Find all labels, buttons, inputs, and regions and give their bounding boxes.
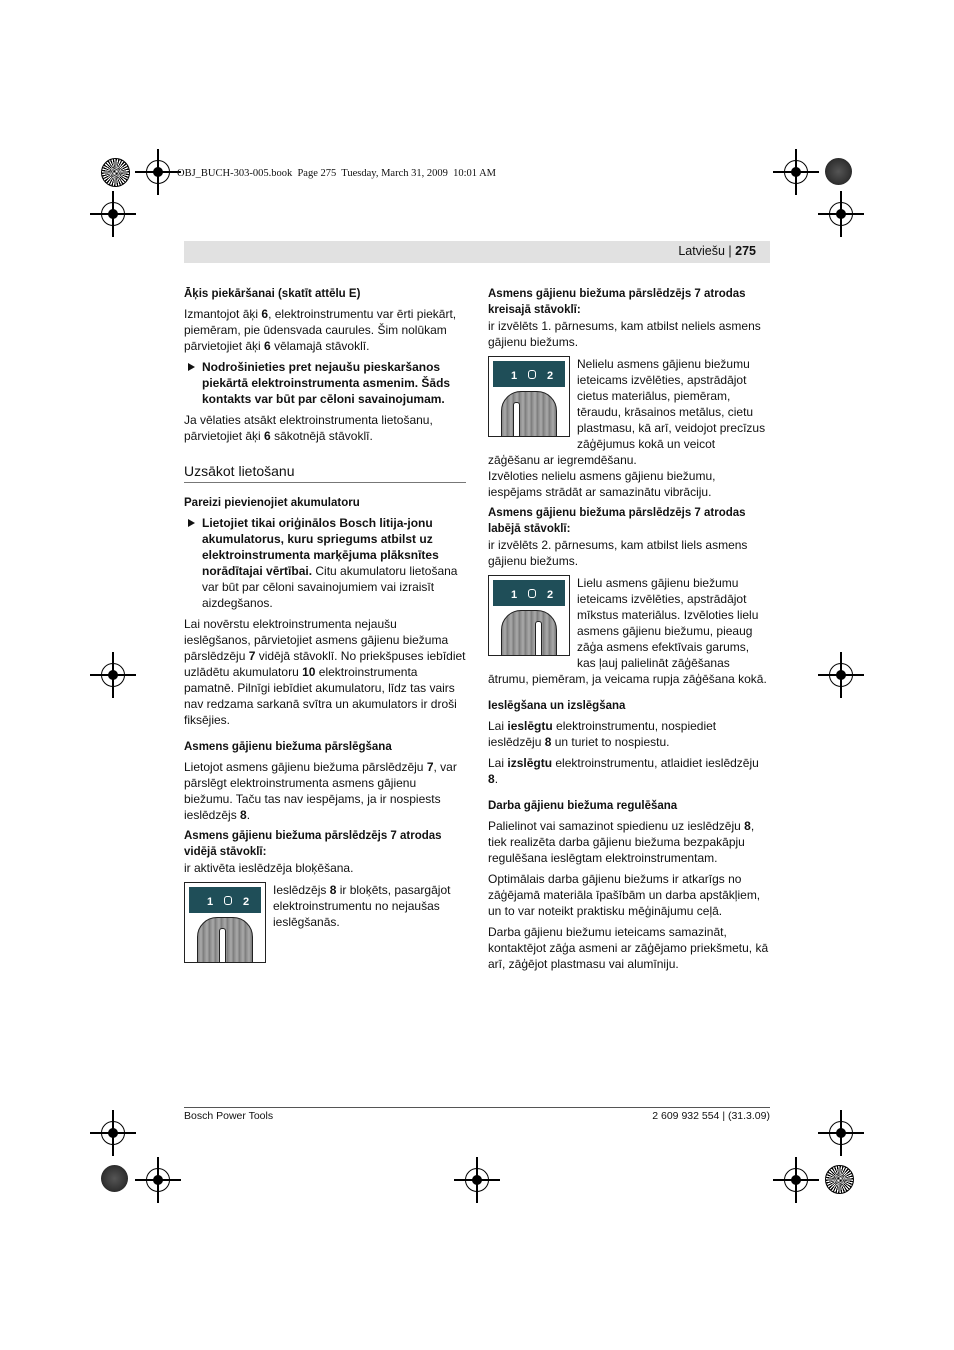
left-column [184,286,466,965]
hook-warning-bullet: Nodrošinieties pret nejaušu pieskaršanos piekārtā elektroinstrumenta asmenim. Šāds kontakts var būt par cēloni savainojumam. [184,359,466,407]
switch-off-paragraph: Lai izslēgtu elektroinstrumentu, atlaidiet ieslēdzēju 8. [488,756,759,786]
lock-icon [528,370,536,379]
footer-left: Bosch Power Tools [184,1110,274,1122]
heading-stroke-switch: Asmens gājienu biežuma pārslēgšana [184,741,392,753]
hook-paragraph-1: Izmantojot āķi 6, elektroinstrumentu var ērti piekārt, piemēram, pie ūdensvada caurules. Šim nolūkam pārvietojiet āķi 6 vēlamajā stāvoklī. [184,307,457,353]
header-language: Latviešu [678,244,725,258]
footer-rule [184,1107,770,1108]
registration-disc-top-right [825,158,852,185]
battery-warning-bullet: Lietojiet tikai oriģinālos Bosch litija-jonu akumulatorus, kuru spriegums atbilst uz elektroinstrumenta marķējuma plāksnītes norādītajai vērtībai. Citu akumulatoru lietošana var būt par cēloni savainojumiem vai izraisīt aizdegšanos. [184,515,466,611]
middle-position-line: ir aktivēta ieslēdzēja bloķēšana. [184,861,354,875]
left-position-line: ir izvēlēts 1. pārnesums, kam atbilst neliels asmens gājienu biežums. [488,319,761,349]
crosshair-mark-right-upper [818,191,864,237]
footer-right: 2 609 932 554 | (31.3.09) [652,1110,770,1122]
switch-knob-icon [501,610,557,656]
left-position-block [488,356,770,468]
registration-disc-bottom-left [101,1165,128,1192]
crosshair-mark-bottom-right [773,1157,819,1203]
switch-figure-left: 1 2 [488,356,570,437]
switch-figure-middle: 1 2 [184,882,266,963]
left-position-after: Izvēloties nelielu asmens gājienu biežumu, iespējams strādāt ar samazinātu vibrāciju. [488,469,716,499]
header-separator: | [728,244,732,258]
page-header [678,244,756,258]
battery-paragraph: Lai novērstu elektroinstrumenta nejaušu ieslēgšanos, pārvietojiet asmens gājienu biežuma pārslēdzēju 7 vidējā stāvoklī. No priekšpuses iebīdiet uzlādētu akumulatoru 10 elektroinstrumenta pamatnē. Pilnīgi iebīdiet akumulatoru, līdz tas vairs nav redzama sarkanā svītra un akumulators ir droši fiksējies. [184,617,466,727]
right-column [488,286,770,977]
print-meta-line: OBJ_BUCH-303-005.book Page 275 Tuesday, March 31, 2009 10:01 AM [177,168,496,179]
crosshair-mark-right-middle [818,652,864,698]
switch-on-paragraph: Lai ieslēgtu elektroinstrumentu, nospiediet ieslēdzēju 8 un turiet to nospiestu. [488,719,717,749]
registration-rosette-bottom-right [825,1165,854,1194]
crosshair-mark-bottom-center [454,1157,500,1203]
switch-figure-right: 1 2 [488,575,570,656]
right-position-text: Lielu asmens gājienu biežumu ieteicams izvēlēties, apstrādājot mīkstus materiālus. Izvēloties lielu asmens gājienu biežumu, pieaug zāģa asmens efektīvais garums, kas ļauj palielināt zāģēšanas ātrumu, piemēram, ja veicama rupja zāģēšana kokā. [488,576,767,686]
crosshair-mark-left-upper [90,191,136,237]
left-position-text: Nelielu asmens gājienu biežumu ieteicams izvēlēties, apstrādājot cietus materiālus, piemēram, tēraudu, krāsainos metālus, cietu plastmasu, kā arī, veidojot precīzus zāģējumus kokā un veicot zāģēšanu ar iegremdēšanu. [488,357,766,467]
middle-position-block [184,882,466,930]
section-title: Uzsākot lietošanu [184,463,295,479]
heading-regulation: Darba gājienu biežuma regulēšana [488,800,678,812]
heading-on-off: Ieslēgšana un izslēgšana [488,700,626,712]
regulation-paragraph-2: Optimālais darba gājienu biežums ir atkarīgs no zāģējamā materiāla īpašībām un darba apstākļiem, un to var noteikt praktisku mēģinājumu ceļā. [488,872,761,918]
middle-position-text: Ieslēdzējs 8 ir bloķēts, pasargājot elektroinstrumentu no nejaušas ieslēgšanās. [273,883,451,929]
lock-icon [528,589,536,598]
crosshair-mark-left-middle [90,652,136,698]
regulation-paragraph-3: Darba gājienu biežumu ieteicams samazināt, kontaktējot zāģa asmeni ar zāģējamo priekšmetu, kā arī, zāģējot plastmasu vai alumīniju. [488,925,769,971]
heading-middle-position: Asmens gājienu biežuma pārslēdzējs 7 atrodas vidējā stāvoklī: [184,830,442,858]
page-number: 275 [735,244,756,258]
heading-left-position: Asmens gājienu biežuma pārslēdzējs 7 atrodas kreisajā stāvoklī: [488,288,746,316]
right-position-block [488,575,770,687]
page-header-bar [184,241,770,263]
heading-right-position: Asmens gājienu biežuma pārslēdzējs 7 atrodas labējā stāvoklī: [488,507,746,535]
right-position-line: ir izvēlēts 2. pārnesums, kam atbilst liels asmens gājienu biežums. [488,538,748,568]
regulation-paragraph-1: Palielinot vai samazinot spiedienu uz ieslēdzēju 8, tiek realizēta darba gājienu biežuma bezpakāpju regulēšana ieslēgtam elektroinstrumentam. [488,819,755,865]
heading-battery: Pareizi pievienojiet akumulatoru [184,497,360,509]
switch-knob-icon [501,391,557,437]
crosshair-mark-left-lower [90,1110,136,1156]
crosshair-mark-bottom-left [135,1157,181,1203]
lock-icon [224,896,232,905]
crosshair-mark-top-right [773,149,819,195]
crosshair-mark-top-left [135,149,181,195]
crosshair-mark-right-lower [818,1110,864,1156]
section-divider [184,482,466,483]
registration-rosette-top-left [101,158,130,187]
hook-paragraph-2: Ja vēlaties atsākt elektroinstrumenta lietošanu, pārvietojiet āķi 6 sākotnējā stāvoklī. [184,413,433,443]
switch-knob-icon [197,917,253,963]
heading-hook: Āķis piekāršanai (skatīt attēlu E) [184,288,361,300]
switch-paragraph: Lietojot asmens gājienu biežuma pārslēdzēju 7, var pārslēgt elektroinstrumenta asmens gājienu biežumu. Taču tas nav iespējams, ja ir nospiests ieslēdzējs 8. [184,760,457,822]
